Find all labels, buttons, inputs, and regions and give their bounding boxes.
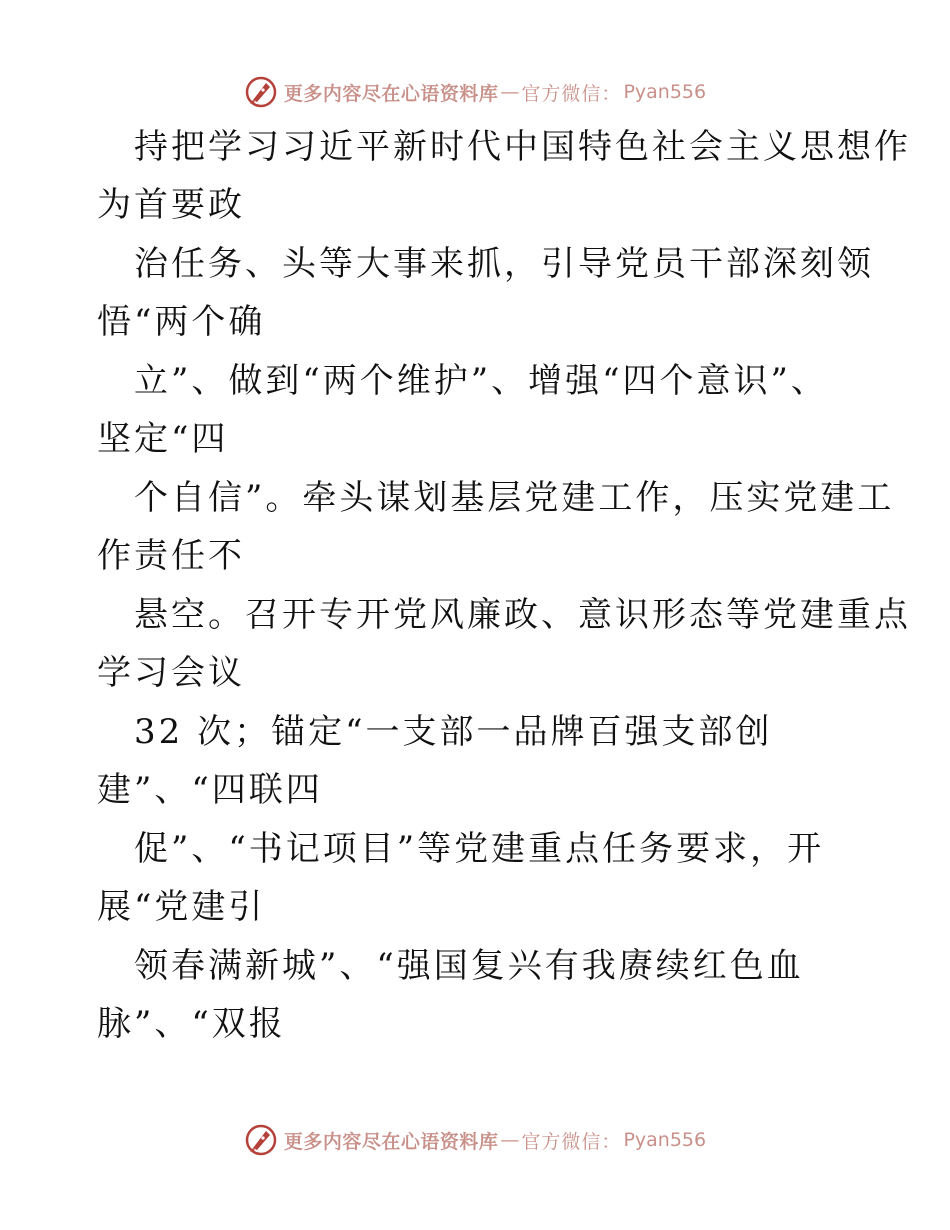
text-line: 脉”、“双报	[97, 1004, 286, 1044]
site-name: 更多内容尽在心语资料库	[283, 1130, 499, 1153]
text-line: 作责任不	[97, 536, 245, 576]
text-line: 个自信”。牵头谋划基层党建工作，压实党建工	[134, 478, 895, 518]
text-line: 治任务、头等大事来抓，引导党员干部深刻领	[134, 244, 874, 284]
pen-nib-circle-icon	[244, 1123, 278, 1157]
footer-banner	[0, 1120, 950, 1160]
wechat-account: Pyan556	[623, 1129, 707, 1151]
text-line: 32 次；锚定“一支部一品牌百强支部创	[134, 712, 773, 752]
separator-dash: —	[500, 81, 520, 103]
text-line: 促”、“书记项目”等党建重点任务要求，开	[134, 829, 825, 869]
text-line: 学习会议	[97, 653, 245, 693]
wechat-label: 官方微信：	[521, 1130, 622, 1153]
wechat-label: 官方微信：	[521, 82, 622, 105]
text-line: 展“党建引	[97, 887, 266, 927]
text-line: 悟“两个确	[97, 302, 266, 342]
text-line: 为首要政	[97, 185, 245, 225]
text-line: 领春满新城”、“强国复兴有我赓续红色血	[134, 946, 804, 986]
header-banner	[0, 72, 950, 112]
text-line: 悬空。召开专开党风廉政、意识形态等党建重点	[134, 595, 911, 635]
pen-nib-circle-icon	[244, 75, 278, 109]
text-line: 坚定“四	[97, 419, 229, 459]
text-line: 立”、做到“两个维护”、增强“四个意识”、	[134, 361, 828, 401]
site-name: 更多内容尽在心语资料库	[283, 82, 499, 105]
separator-dash: —	[500, 1129, 520, 1151]
text-line: 持把学习习近平新时代中国特色社会主义思想作	[134, 127, 911, 167]
text-line: 建”、“四联四	[97, 770, 323, 810]
wechat-account: Pyan556	[623, 81, 707, 103]
